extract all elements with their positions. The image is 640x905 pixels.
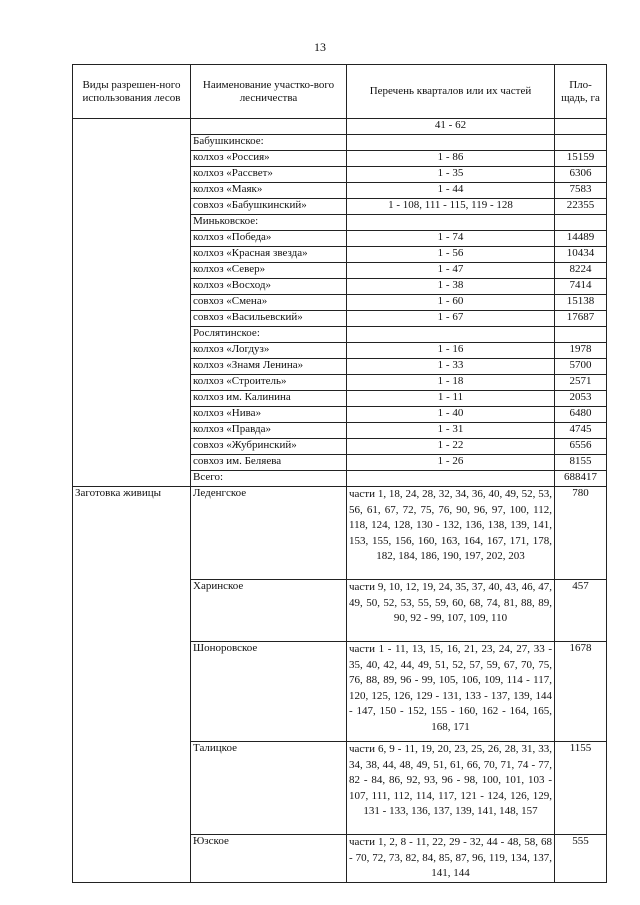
table-row bbox=[73, 487, 607, 580]
area-cell: 7414 bbox=[555, 279, 607, 295]
area-cell: 22355 bbox=[555, 199, 607, 215]
page-number: 13 bbox=[314, 40, 326, 54]
quarters-cell: части 1, 2, 8 - 11, 22, 29 - 32, 44 - 48, 58, 68 - 70, 72, 73, 82, 84, 85, 87, 96, 119, 134, 137, 141, 144 bbox=[347, 835, 555, 883]
quarters-cell: 1 - 16 bbox=[347, 343, 555, 359]
header-area: Пло-щадь, га bbox=[555, 65, 607, 119]
area-cell: 457 bbox=[555, 580, 607, 642]
quarters-cell bbox=[347, 471, 555, 487]
use-type-cell bbox=[73, 119, 191, 487]
harvest-use-type: Заготовка живицы bbox=[73, 487, 191, 883]
area-cell: 780 bbox=[555, 487, 607, 580]
forestry-name-cell: совхоз «Бабушкинский» bbox=[191, 199, 347, 215]
forestry-name-cell: колхоз «Россия» bbox=[191, 151, 347, 167]
forestry-name-cell bbox=[191, 119, 347, 135]
forestry-name-cell: колхоз «Восход» bbox=[191, 279, 347, 295]
quarters-cell bbox=[347, 135, 555, 151]
forestry-name-cell: колхоз «Логдуз» bbox=[191, 343, 347, 359]
table-body bbox=[73, 119, 607, 883]
area-cell: 1978 bbox=[555, 343, 607, 359]
area-cell: 5700 bbox=[555, 359, 607, 375]
quarters-cell: 41 - 62 bbox=[347, 119, 555, 135]
quarters-cell: 1 - 40 bbox=[347, 407, 555, 423]
forestry-name-cell: колхоз «Красная звезда» bbox=[191, 247, 347, 263]
quarters-cell: 1 - 38 bbox=[347, 279, 555, 295]
quarters-cell bbox=[347, 215, 555, 231]
quarters-cell: 1 - 67 bbox=[347, 311, 555, 327]
forestry-name-cell: колхоз им. Калинина bbox=[191, 391, 347, 407]
table-row bbox=[73, 119, 607, 135]
total-area: 688417 bbox=[555, 471, 607, 487]
area-cell: 7583 bbox=[555, 183, 607, 199]
quarters-cell bbox=[347, 327, 555, 343]
area-cell: 15159 bbox=[555, 151, 607, 167]
forestry-name-cell: колхоз «Победа» bbox=[191, 231, 347, 247]
quarters-cell: 1 - 35 bbox=[347, 167, 555, 183]
area-cell: 2053 bbox=[555, 391, 607, 407]
quarters-cell: 1 - 108, 111 - 115, 119 - 128 bbox=[347, 199, 555, 215]
area-cell: 4745 bbox=[555, 423, 607, 439]
quarters-cell: 1 - 31 bbox=[347, 423, 555, 439]
quarters-cell: 1 - 26 bbox=[347, 455, 555, 471]
area-cell bbox=[555, 119, 607, 135]
area-cell: 6306 bbox=[555, 167, 607, 183]
area-cell bbox=[555, 327, 607, 343]
area-cell bbox=[555, 135, 607, 151]
quarters-cell: 1 - 86 bbox=[347, 151, 555, 167]
area-cell: 15138 bbox=[555, 295, 607, 311]
quarters-cell: части 1 - 11, 13, 15, 16, 21, 23, 24, 27, 33 - 35, 40, 42, 44, 49, 51, 52, 57, 59, 67, 70, 75, 76, 88, 89, 96 - 99, 105, 106, 109, 114 - 117, 120, 125, 126, 129 - 131, 133 - 137, 139, 144 - 147, 150 - 152, 155 - 160, 162 - 164, 165, 168, 171 bbox=[347, 642, 555, 742]
forestry-name-cell: колхоз «Нива» bbox=[191, 407, 347, 423]
quarters-cell: 1 - 47 bbox=[347, 263, 555, 279]
forestry-name-cell: Леденгское bbox=[191, 487, 347, 580]
area-cell: 555 bbox=[555, 835, 607, 883]
area-cell: 2571 bbox=[555, 375, 607, 391]
forestry-name-cell: Юзское bbox=[191, 835, 347, 883]
quarters-cell: 1 - 74 bbox=[347, 231, 555, 247]
forestry-name-cell: совхоз «Жубринский» bbox=[191, 439, 347, 455]
group-title: Бабушкинское: bbox=[191, 135, 347, 151]
quarters-cell: части 9, 10, 12, 19, 24, 35, 37, 40, 43, 46, 47, 49, 50, 52, 53, 55, 59, 60, 68, 74, 81, 88, 89, 90, 92 - 99, 107, 109, 110 bbox=[347, 580, 555, 642]
forestry-name-cell: Харинское bbox=[191, 580, 347, 642]
area-cell: 6556 bbox=[555, 439, 607, 455]
forestry-name-cell: колхоз «Строитель» bbox=[191, 375, 347, 391]
header-use-type: Виды разрешен-ного использования лесов bbox=[73, 65, 191, 119]
quarters-cell: части 1, 18, 24, 28, 32, 34, 36, 40, 49, 52, 53, 56, 61, 67, 72, 75, 76, 90, 96, 97, 100, 112, 118, 124, 128, 130 - 132, 136, 138, 139, 141, 153, 155, 156, 160, 163, 164, 167, 171, 178, 182, 184, 186, 190, 197, 202, 203 bbox=[347, 487, 555, 580]
quarters-cell: 1 - 22 bbox=[347, 439, 555, 455]
header-quarters: Перечень кварталов или их частей bbox=[347, 65, 555, 119]
forestry-name-cell: совхоз «Васильевский» bbox=[191, 311, 347, 327]
area-cell bbox=[555, 215, 607, 231]
quarters-cell: 1 - 18 bbox=[347, 375, 555, 391]
quarters-cell: 1 - 11 bbox=[347, 391, 555, 407]
forestry-name-cell: Шоноровское bbox=[191, 642, 347, 742]
forestry-name-cell: Талицкое bbox=[191, 742, 347, 835]
area-cell: 1678 bbox=[555, 642, 607, 742]
group-title: Миньковское: bbox=[191, 215, 347, 231]
quarters-cell: 1 - 60 bbox=[347, 295, 555, 311]
forest-use-table bbox=[72, 64, 607, 883]
forestry-name-cell: колхоз «Знамя Ленина» bbox=[191, 359, 347, 375]
area-cell: 10434 bbox=[555, 247, 607, 263]
forestry-name-cell: совхоз им. Беляева bbox=[191, 455, 347, 471]
forestry-name-cell: колхоз «Рассвет» bbox=[191, 167, 347, 183]
forestry-name-cell: колхоз «Правда» bbox=[191, 423, 347, 439]
area-cell: 14489 bbox=[555, 231, 607, 247]
quarters-cell: 1 - 56 bbox=[347, 247, 555, 263]
quarters-cell: 1 - 33 bbox=[347, 359, 555, 375]
group-title: Рослятинское: bbox=[191, 327, 347, 343]
forestry-name-cell: колхоз «Маяк» bbox=[191, 183, 347, 199]
area-cell: 1155 bbox=[555, 742, 607, 835]
forestry-name-cell: совхоз «Смена» bbox=[191, 295, 347, 311]
area-cell: 17687 bbox=[555, 311, 607, 327]
area-cell: 6480 bbox=[555, 407, 607, 423]
area-cell: 8224 bbox=[555, 263, 607, 279]
quarters-cell: 1 - 44 bbox=[347, 183, 555, 199]
total-label: Всего: bbox=[191, 471, 347, 487]
area-cell: 8155 bbox=[555, 455, 607, 471]
forestry-name-cell: колхоз «Север» bbox=[191, 263, 347, 279]
header-forestry-name: Наименование участко-вого лесничества bbox=[191, 65, 347, 119]
quarters-cell: части 6, 9 - 11, 19, 20, 23, 25, 26, 28, 31, 33, 34, 38, 44, 48, 49, 51, 61, 66, 70, 71, 74 - 77, 82 - 84, 86, 92, 93, 96 - 98, 100, 101, 103 - 107, 111, 112, 114, 117, 121 - 124, 126, 129, 131 - 133, 136, 137, 139, 141, 148, 157 bbox=[347, 742, 555, 835]
